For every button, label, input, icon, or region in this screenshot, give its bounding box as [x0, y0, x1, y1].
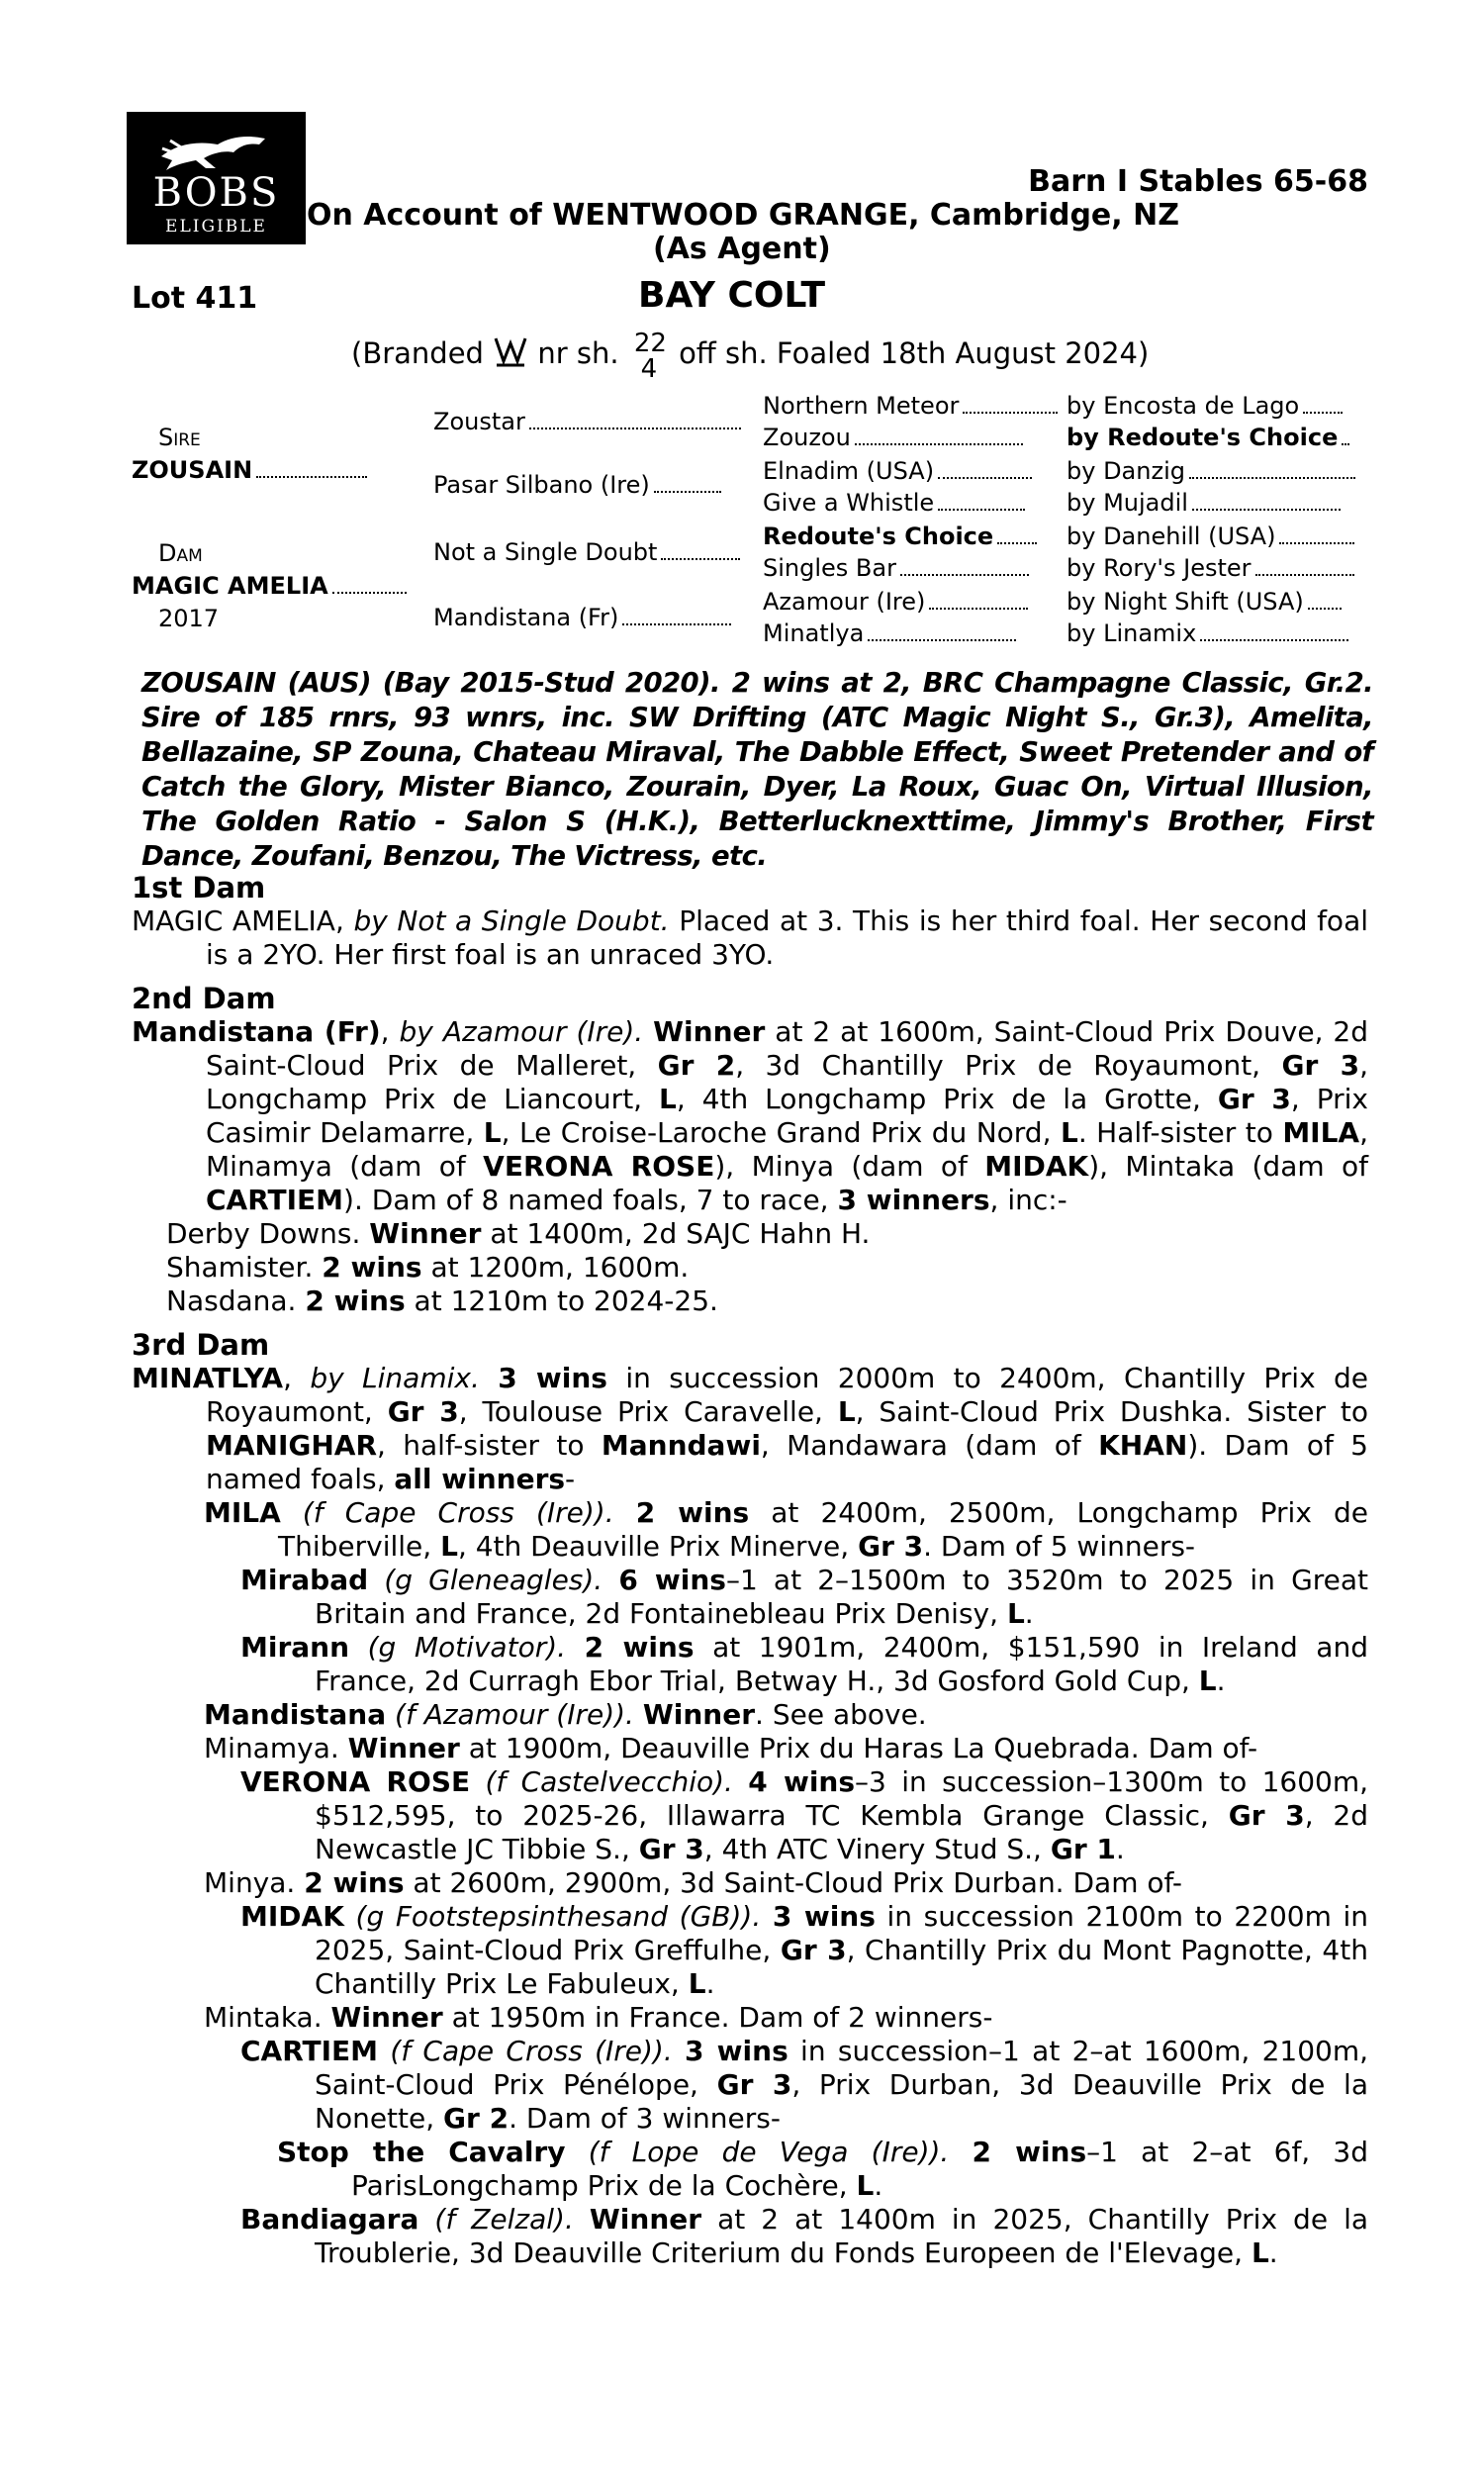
bold-text: MANIGHAR — [206, 1429, 378, 1462]
branded-suffix: off sh. Foaled 18th August 2024) — [679, 336, 1150, 370]
text: , 2d Newcastle JC Tibbie S., — [315, 1799, 1369, 1865]
third-dam-heading: 3rd Dam — [132, 1328, 270, 1362]
g2-text: Redoute's Choice — [763, 523, 994, 550]
bold-text: Gr 3 — [1281, 1049, 1360, 1082]
g2-elnadim — [763, 457, 1032, 485]
bold-text: VERONA ROSE — [483, 1150, 715, 1183]
bold-text: Gr 3 — [780, 1934, 847, 1966]
bold-text: CARTIEM — [206, 1184, 344, 1216]
bold-text: Gr 2 — [657, 1049, 736, 1082]
bold-text: Gr 3 — [858, 1530, 924, 1563]
first-dam-by: by Not a Single Doubt. — [353, 904, 670, 937]
text: . Dam of 5 winners- — [923, 1530, 1196, 1563]
text: . Half-sister to — [1077, 1116, 1273, 1149]
lot-number: Lot 411 — [132, 281, 258, 316]
g3-text: by Encosta de Lago — [1067, 392, 1300, 420]
bold-text: MIDAK — [240, 1900, 344, 1933]
italic-text: (f Zelzal). — [434, 2203, 574, 2236]
text: Shamister. — [166, 1251, 314, 1284]
bold-text: L — [1251, 2236, 1269, 2269]
fraction-top: 22 — [633, 329, 667, 358]
branded-mid: nr sh. — [537, 336, 619, 370]
sire-name-text: ZOUSAIN — [132, 456, 253, 484]
bold-text: 2 wins — [305, 1285, 406, 1317]
account-of: On Account of WENTWOOD GRANGE, Cambridge, NZ — [307, 198, 1179, 233]
offspring-stop-the-cavalry — [132, 2136, 1368, 2203]
text: at 2 at 1600m, Saint-Cloud Prix Douve, 2d Saint-Cloud Prix de Malleret, — [206, 1015, 1369, 1082]
italic-text: (g Motivator). — [367, 1631, 567, 1664]
text: , Mandawara (dam of — [760, 1429, 1081, 1462]
text: Derby Downs. — [166, 1217, 361, 1250]
bold-text: all winners — [394, 1463, 566, 1495]
offspring-nasdana — [132, 1285, 1368, 1318]
dam-by: by Azamour (Ire). — [399, 1015, 644, 1048]
logo-subtitle: ELIGIBLE — [165, 217, 267, 237]
g3-text: by Danzig — [1067, 457, 1185, 485]
text: Nasdana. — [166, 1285, 297, 1317]
text: . — [705, 1967, 715, 2000]
bold-text: Winner — [369, 1217, 482, 1250]
bold-text: Winner — [653, 1015, 766, 1048]
text: , 4th Longchamp Prix de la Grotte, — [676, 1083, 1201, 1115]
bold-text: CARTIEM — [240, 2035, 379, 2067]
bold-text: Bandiagara — [240, 2203, 419, 2236]
g3-danehill — [1067, 523, 1354, 550]
bold-text: L — [837, 1395, 856, 1428]
g1-text: Not a Single Doubt — [433, 538, 658, 566]
text: , Prix Casimir Delamarre, — [206, 1083, 1368, 1149]
g2-text: Elnadim (USA) — [763, 457, 935, 485]
dam-name: Mandistana (Fr) — [132, 1015, 381, 1048]
text: , Prix Durban, 3d Deauville Prix de la Nonette, — [315, 2068, 1368, 2135]
text: in succession 2000m to 2400m, Chantilly Prix de Royaumont, — [206, 1362, 1369, 1428]
text: , 4th Deauville Prix Minerve, — [457, 1530, 850, 1563]
bold-text: L — [659, 1083, 677, 1115]
bold-text: 2 wins — [635, 1496, 750, 1529]
text: at 2400m, 2500m, Longchamp Prix de Thiberville, — [278, 1496, 1368, 1563]
brand-fraction — [633, 329, 667, 384]
dam-name-text: MAGIC AMELIA — [132, 572, 328, 600]
offspring-mintaka — [132, 2001, 1368, 2035]
first-dam-name: MAGIC AMELIA, — [132, 904, 344, 937]
as-agent: (As Agent) — [653, 232, 831, 266]
italic-text: (f Castelvecchio). — [485, 1765, 733, 1798]
text: at 1210m to 2024-25. — [414, 1285, 718, 1317]
text: , inc:- — [989, 1184, 1067, 1216]
bold-text: 2 wins — [304, 1866, 405, 1899]
text: , Longchamp Prix de Liancourt, — [206, 1049, 1369, 1115]
sire-sire — [433, 408, 741, 435]
text: in succession 2100m to 2200m in 2025, Saint-Cloud Prix Greffulhe, — [315, 1900, 1369, 1966]
bold-text: Winner — [347, 1732, 460, 1764]
bold-text: Winner — [330, 2001, 443, 2034]
bold-text: Gr 3 — [716, 2068, 792, 2101]
g3-encosta — [1067, 392, 1343, 420]
text: - — [565, 1463, 576, 1495]
bold-text: MILA — [1282, 1116, 1360, 1149]
text: , Le Croise-Laroche Grand Prix du Nord, — [501, 1116, 1052, 1149]
text: Minamya. — [204, 1732, 339, 1764]
offspring-cartiem — [132, 2035, 1368, 2136]
g2-minatlya — [763, 619, 1016, 647]
offspring-minamya — [132, 1732, 1368, 1765]
second-dam-paragraph: Mandistana (Fr), by Azamour (Ire). Winner at 2 at 1600m, Saint-Cloud Prix Douve, 2d Saint-Cloud Prix de Malleret, Gr 2, 3d Chantilly Prix de Royaumont, Gr 3, Longchamp Prix de Liancourt, L, 4th Longchamp Prix de la Grotte, Gr 3, Prix Casimir Delamarre, L, Le Croise-Laroche Grand Prix du Nord, L. Half-sister to MILA, Minamya (dam of VERONA ROSE), Minya (dam of MIDAK), Mintaka (dam of CARTIEM). Dam of 8 named foals, 7 to race, 3 winners, inc:- — [132, 1015, 1369, 1216]
g1-text: Zoustar — [433, 408, 525, 435]
horse-title: BAY COLT — [638, 275, 826, 316]
g3-danzig — [1067, 457, 1355, 485]
branded-prefix: (Branded — [351, 336, 484, 370]
g2-text: Zouzou — [763, 424, 851, 451]
text: . — [1024, 1597, 1034, 1630]
bold-text: 2 wins — [322, 1251, 422, 1284]
sire-label: Sire — [158, 424, 201, 451]
bold-text: L — [1006, 1597, 1025, 1630]
text: Mintaka. — [204, 2001, 323, 2034]
bold-text: KHAN — [1098, 1429, 1188, 1462]
g2-zouzou — [763, 424, 1023, 451]
dam-year: 2017 — [158, 605, 220, 632]
bold-text: Gr 1 — [1050, 1833, 1116, 1865]
g2-azamour — [763, 588, 1028, 616]
text: . — [1115, 1833, 1125, 1865]
second-dam-heading: 2nd Dam — [132, 982, 276, 1015]
bold-text: 3 wins — [498, 1362, 607, 1394]
italic-text: (f Azamour (Ire)). — [395, 1698, 634, 1731]
bold-text: L — [1060, 1116, 1078, 1149]
text: ), Minya (dam of — [714, 1150, 968, 1183]
bold-text: MIDAK — [984, 1150, 1089, 1183]
g3-text: by Danehill (USA) — [1067, 523, 1276, 550]
bold-text: Gr 2 — [443, 2102, 510, 2135]
bold-text: Gr 3 — [638, 1833, 704, 1865]
bold-text: Gr 3 — [1228, 1799, 1305, 1832]
text: . — [1216, 1665, 1226, 1697]
g2-text: Northern Meteor — [763, 392, 960, 420]
text: –1 at 2–1500m to 3520m to 2025 in Great Britain and France, 2d Fontainebleau Prix Denisy, — [315, 1564, 1369, 1630]
text: ). Dam of 8 named foals, 7 to race, — [343, 1184, 829, 1216]
text: –1 at 2–at 6f, 3d ParisLongchamp Prix de la Cochère, — [351, 2136, 1368, 2202]
g1-text: Pasar Silbano (Ire) — [433, 471, 650, 499]
g3-text: by Mujadil — [1067, 489, 1188, 517]
g3-night-shift — [1067, 588, 1342, 616]
g2-northern-meteor — [763, 392, 1058, 420]
bold-text: Winner — [589, 2203, 702, 2236]
text: at 1200m, 1600m. — [430, 1251, 690, 1284]
bold-text: MILA — [204, 1496, 281, 1529]
bold-text: L — [1198, 1665, 1217, 1697]
sire-summary: ZOUSAIN (AUS) (Bay 2015-Stud 2020). 2 wins at 2, BRC Champagne Classic, Gr.2. Sire of 185 rnrs, 93 wnrs, inc. SW Drifting (ATC Magic Night S., Gr.3), Amelita, Bellazaine, SP Zouna, Chateau Miraval, The Dabble Effect, Sweet Pretender and of Catch the Glory, Mister Bianco, Zourain, Dyer, La Roux, Guac On, Virtual Illusion, The Golden Ratio - Salon S (H.K.), Betterlucknexttime, Jimmy's Brother, First Dance, Zoufani, Benzou, The Victress, etc. — [141, 667, 1373, 872]
bold-text: Winner — [642, 1698, 756, 1731]
sire-name — [132, 456, 367, 484]
sire-dam — [433, 471, 721, 499]
text: . — [1268, 2236, 1278, 2269]
italic-text: (g Footstepsinthesand (GB)). — [355, 1900, 762, 1933]
text: at 2600m, 2900m, 3d Saint-Cloud Prix Durban. Dam of- — [413, 1866, 1182, 1899]
g3-rorys-jester — [1067, 554, 1354, 582]
bobs-eligible-logo — [127, 112, 306, 244]
barn-stables: Barn I Stables 65-68 — [1028, 164, 1368, 199]
text: at 2 at 1400m in 2025, Chantilly Prix de la Troublerie, 3d Deauville Criterium du Fonds Europeen de l'Elevage, — [315, 2203, 1369, 2269]
produce-record — [132, 861, 1368, 2270]
dam-sire — [433, 538, 740, 566]
offspring-minya — [132, 1866, 1368, 1900]
bold-text: Stop the Cavalry — [277, 2136, 566, 2168]
bold-text: 3 winners — [837, 1184, 990, 1216]
g3-text: by Redoute's Choice — [1067, 424, 1339, 451]
g3-text: by Linamix — [1067, 619, 1197, 647]
g1-text: Mandistana (Fr) — [433, 604, 619, 631]
text: in succession–1 at 2–at 1600m, 2100m, Saint-Cloud Prix Pénélope, — [315, 2035, 1368, 2101]
bold-text: 6 wins — [618, 1564, 726, 1596]
first-dam-text: Placed at 3. This is her third foal. Her second foal is a 2YO. Her first foal is an unraced 3YO. — [206, 904, 1369, 971]
dam-name — [132, 572, 407, 600]
g2-text: Azamour (Ire) — [763, 588, 926, 616]
text: –3 in succession–1300m to 1600m, $512,595, to 2025-26, Illawarra TC Kembla Grange Classic, — [315, 1765, 1369, 1832]
offspring-bandiagara — [132, 2203, 1368, 2270]
fraction-bottom: 4 — [640, 354, 658, 384]
dam-dam — [433, 604, 731, 631]
bold-text: L — [688, 1967, 706, 2000]
offspring-verona-rose — [132, 1765, 1368, 1866]
g3-text: by Rory's Jester — [1067, 554, 1252, 582]
bold-text: L — [440, 1530, 458, 1563]
text: , Minamya (dam of — [206, 1116, 1369, 1183]
g2-redoutes-choice — [763, 523, 1037, 550]
text: at 1901m, 2400m, $151,590 in Ireland and France, 2d Curragh Ebor Trial, Betway H., 3d Gosford Gold Cup, — [315, 1631, 1368, 1697]
racehorse-icon — [156, 127, 275, 174]
text: . — [874, 2169, 883, 2202]
text: ), Mintaka (dam of — [1088, 1150, 1369, 1183]
offspring-derby-downs — [132, 1217, 1368, 1251]
bold-text: 3 wins — [772, 1900, 876, 1933]
bold-text: 2 wins — [972, 2136, 1087, 2168]
bold-text: Manndawi — [601, 1429, 761, 1462]
brand-mark-icon — [493, 335, 528, 369]
first-dam-heading: 1st Dam — [132, 871, 266, 904]
dam-label: Dam — [158, 539, 203, 567]
text: at 1900m, Deauville Prix du Haras La Quebrada. Dam of- — [468, 1732, 1258, 1764]
first-dam-paragraph — [132, 904, 1368, 972]
text: at 1400m, 2d SAJC Hahn H. — [490, 1217, 871, 1250]
text: at 1950m in France. Dam of 2 winners- — [451, 2001, 993, 2034]
bold-text: 2 wins — [584, 1631, 695, 1664]
text: , Chantilly Prix du Mont Pagnotte, 4th Chantilly Prix Le Fabuleux, — [315, 1934, 1368, 2000]
dam-name: MINATLYA — [132, 1362, 284, 1394]
bold-text: Mandistana — [204, 1698, 387, 1731]
text: Minya. — [204, 1866, 296, 1899]
italic-text: (g Gleneagles). — [384, 1564, 603, 1596]
g3-text: by Night Shift (USA) — [1067, 588, 1304, 616]
bold-text: 3 wins — [685, 2035, 788, 2067]
text: . Dam of 3 winners- — [509, 2102, 781, 2135]
g2-text: Give a Whistle — [763, 489, 935, 517]
text: ). Dam of 5 named foals, — [206, 1429, 1368, 1495]
text: . See above. — [755, 1698, 927, 1731]
bold-text: Mirabad — [240, 1564, 369, 1596]
bold-text: Gr 3 — [387, 1395, 459, 1428]
third-dam-paragraph: MINATLYA, by Linamix. 3 wins in succession 2000m to 2400m, Chantilly Prix de Royaumont, Gr 3, Toulouse Prix Caravelle, L, Saint-Cloud Prix Dushka. Sister to MANIGHAR, half-sister to Manndawi, Mandawara (dam of KHAN). Dam of 5 named foals, all winners- — [132, 1362, 1369, 1495]
bold-text: Gr 3 — [1217, 1083, 1291, 1115]
bold-text: 4 wins — [748, 1765, 856, 1798]
g3-linamix — [1067, 619, 1348, 647]
offspring-mandistana — [132, 1698, 1368, 1732]
g2-give-a-whistle — [763, 489, 1025, 517]
logo-word: BOBS — [152, 170, 280, 216]
italic-text: (f Cape Cross (Ire)). — [302, 1496, 614, 1529]
offspring-mila — [132, 1496, 1368, 1564]
g3-redoutes-choice — [1067, 424, 1349, 451]
text: , 3d Chantilly Prix de Royaumont, — [735, 1049, 1261, 1082]
g2-text: Minatlya — [763, 619, 865, 647]
offspring-mirann — [132, 1631, 1368, 1698]
branding-line — [351, 331, 1149, 382]
text: , half-sister to — [377, 1429, 585, 1462]
g2-singles-bar — [763, 554, 1029, 582]
text: , 4th ATC Vinery Stud S., — [703, 1833, 1042, 1865]
dam-by: by Linamix. — [310, 1362, 480, 1394]
italic-text: (f Lope de Vega (Ire)). — [588, 2136, 950, 2168]
g2-text: Singles Bar — [763, 554, 896, 582]
offspring-mirabad — [132, 1564, 1368, 1631]
bold-text: L — [856, 2169, 875, 2202]
bold-text: Mirann — [240, 1631, 350, 1664]
bold-text: VERONA ROSE — [240, 1765, 471, 1798]
text: , Toulouse Prix Caravelle, — [458, 1395, 823, 1428]
offspring-shamister — [132, 1251, 1368, 1285]
text: , Saint-Cloud Prix Dushka. Sister to — [855, 1395, 1368, 1428]
offspring-midak — [132, 1900, 1368, 2001]
g3-mujadil — [1067, 489, 1341, 517]
italic-text: (f Cape Cross (Ire)). — [390, 2035, 673, 2067]
bold-text: L — [483, 1116, 502, 1149]
